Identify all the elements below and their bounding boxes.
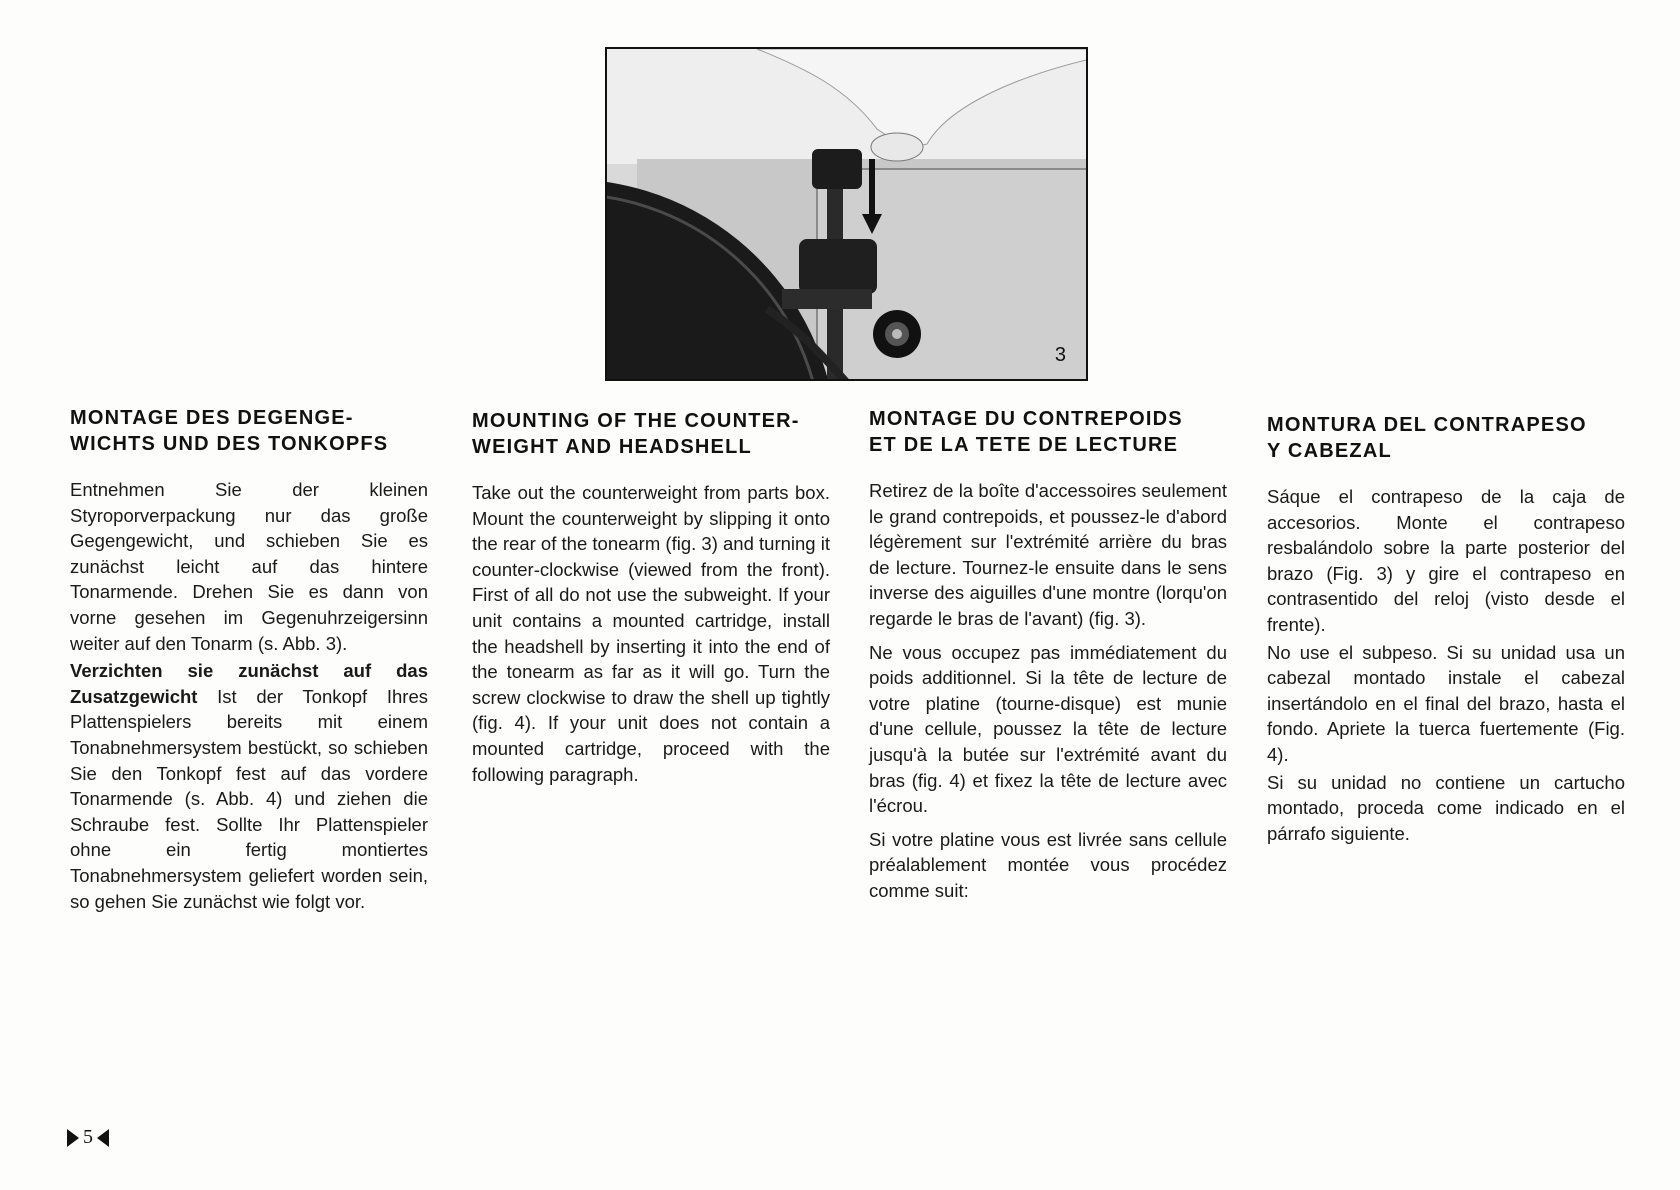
triangle-left-icon: [97, 1129, 109, 1147]
english-heading: [472, 408, 830, 460]
spanish-paragraph-1: Sáque el contrapeso de la caja de accesorios. Monte el contrapeso resbalándolo sobre la parte posterior del brazo (Fig. 3) y gire el contrapeso en contrasentido del reloj (visto desde el frente).: [1267, 486, 1625, 635]
turntable-photo-figure-3: [605, 47, 1088, 381]
german-paragraph-1: Entnehmen Sie der kleinen Styroporverpackung nur das große Gegengewicht, und schieben Sie es zunächst leicht auf das hintere Tonarmende. Drehen Sie es dann von vorne gesehen im Gegenuhrzeigersinn weiter auf den Tonarm (s. Abb. 3).: [70, 479, 428, 654]
french-paragraph-1: Retirez de la boîte d'accessoires seulement le grand contrepoids, et poussez-le d'abord légèrement sur l'extrémité arrière du bras de lecture. Tournez-le ensuite dans le sens inverse des aiguilles d'une montre (lorqu'on regarde le bras de l'avant) (fig. 3).: [869, 480, 1227, 629]
figure-number: 3: [1054, 344, 1066, 366]
turntable-photo: [607, 49, 1088, 381]
english-paragraph-1: Take out the counterweight from parts box. Mount the counterweight by slipping it onto the rear of the tonearm (fig. 3) and turning it counter-clockwise (viewed from the front). First of all do not use the subweight. If your unit contains a mounted cartridge, install the headshell by inserting it into the end of the tonearm as far as it will go. Turn the screw clockwise to draw the shell up tightly (fig. 4). If your unit does not contain a mounted cartridge, proceed with the following paragraph.: [472, 482, 830, 785]
spanish-heading-line-2: Y CABEZAL: [1267, 440, 1392, 462]
french-heading-line-1: MONTAGE DU CONTREPOIDS: [869, 408, 1183, 430]
page-number: 5: [83, 1126, 93, 1148]
triangle-right-icon: [67, 1129, 79, 1147]
english-heading-line-1: MOUNTING OF THE COUNTER-: [472, 410, 800, 432]
german-heading-line-2: WICHTS UND DES TONKOPFS: [70, 433, 389, 455]
english-column: [472, 408, 830, 787]
french-heading: [869, 406, 1227, 458]
german-bold-note: Verzichten sie zunächst auf das Zusatzgewicht: [70, 660, 428, 707]
german-heading: [70, 405, 428, 457]
spanish-heading: [1267, 412, 1625, 464]
english-heading-line-2: WEIGHT AND HEADSHELL: [472, 436, 752, 458]
page-number-marker: [67, 1126, 109, 1149]
spanish-heading-line-1: MONTURA DEL CONTRAPESO: [1267, 414, 1587, 436]
german-paragraph-2-text: Ist der Tonkopf Ihres Plattenspielers bereits mit einem Tonabnehmersystem bestückt, so schieben Sie den Tonkopf fest auf das vordere Tonarmende (s. Abb. 4) und ziehen die Schraube fest. Sollte Ihr Plattenspieler ohne ein fertig montiertes Tonabnehmersystem geliefert worden sein, so gehen Sie zunächst wie folgt vor.: [70, 685, 428, 912]
french-column: [869, 406, 1227, 904]
spanish-column: [1267, 412, 1625, 846]
spanish-paragraph-2: No use el subpeso. Si su unidad usa un cabezal montado instale el cabezal insertándolo en el final del brazo, hasta el fondo. Apriete la tuerca fuertemente (Fig. 4).: [1267, 641, 1625, 765]
french-paragraph-3: Si votre platine vous est livrée sans cellule préalablement montée vous procédez comme suit:: [869, 828, 1227, 901]
german-paragraph-2: [70, 658, 428, 914]
german-heading-line-1: MONTAGE DES DEGENGE-: [70, 407, 354, 429]
german-column: [70, 405, 428, 914]
french-heading-line-2: ET DE LA TETE DE LECTURE: [869, 434, 1179, 456]
french-paragraph-2: Ne vous occupez pas immédiatement du poids additionnel. Si la tête de lecture de votre platine (tourne-disque) est munie d'une cellule, poussez la tête de lecture jusqu'à la butée sur l'extrémité avant du bras (fig. 4) et fixez la tête de lecture avec l'écrou.: [869, 641, 1227, 817]
spanish-paragraph-3: Si su unidad no contiene un cartucho montado, proceda come indicado en el párrafo siguiente.: [1267, 771, 1625, 844]
